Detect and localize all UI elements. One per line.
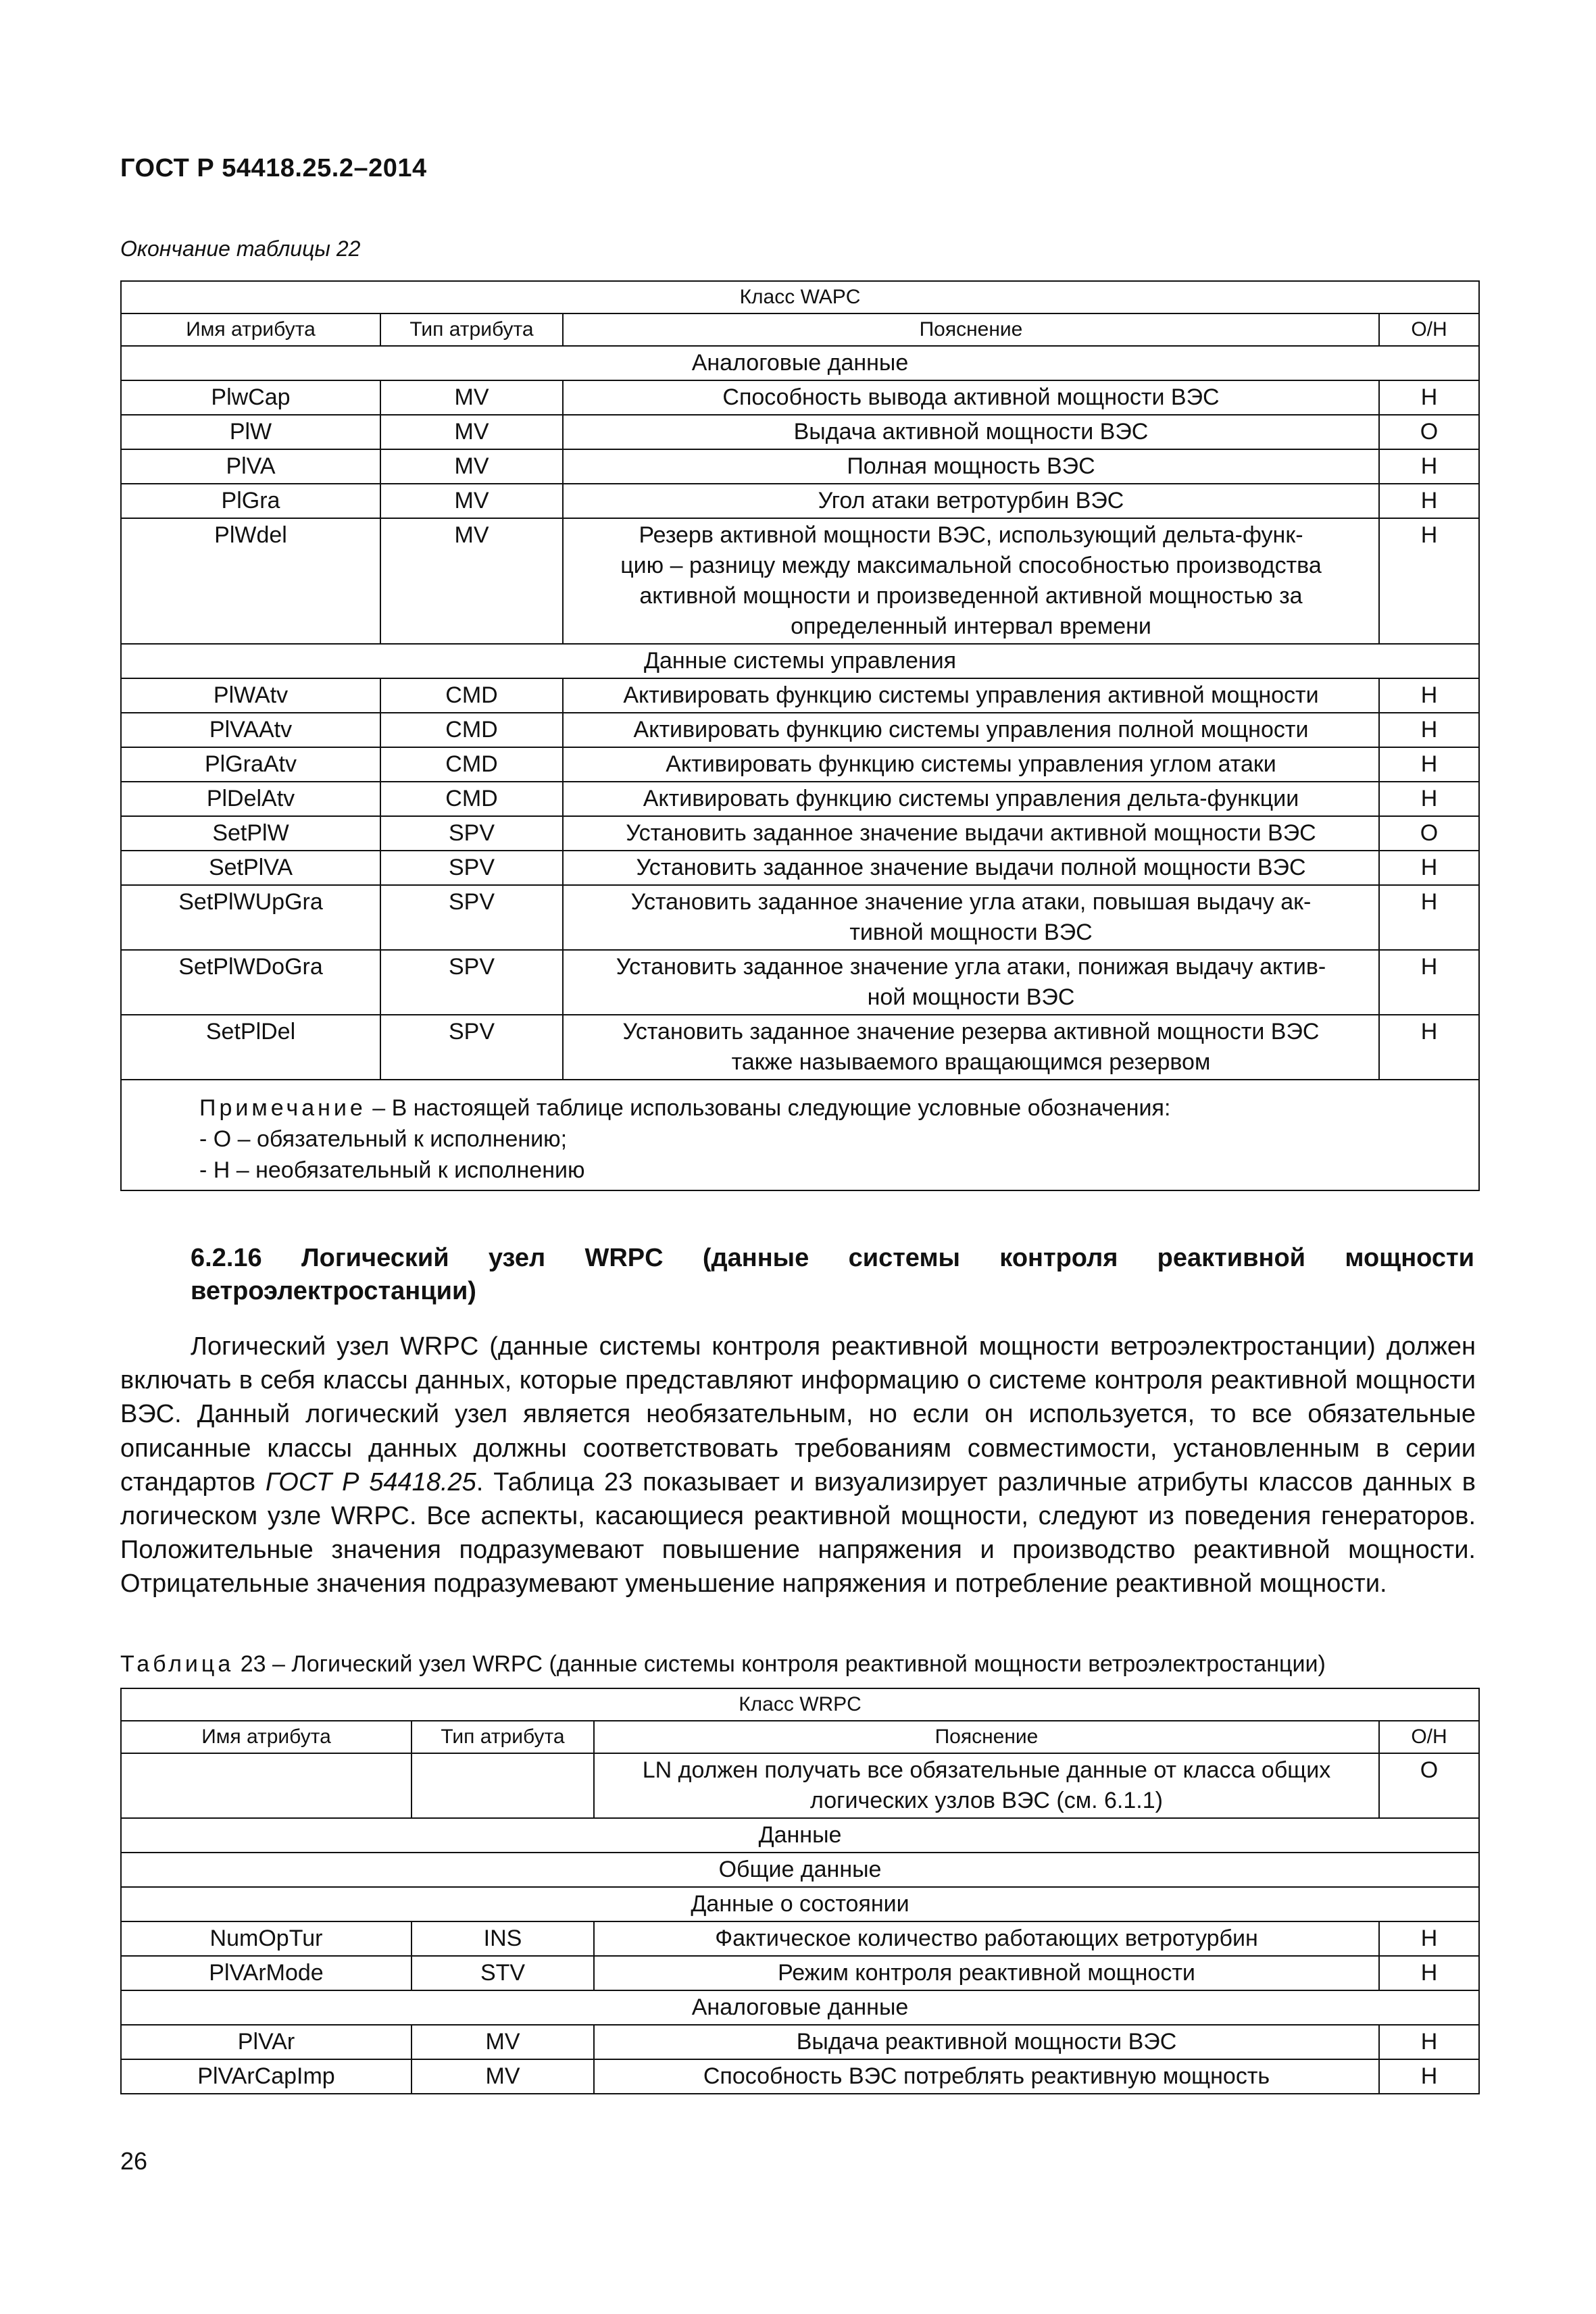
column-header: О/Н (1379, 1721, 1479, 1753)
attr-desc-cell: Полная мощность ВЭС (563, 449, 1379, 484)
attr-type-cell: CMD (380, 782, 563, 816)
attr-mo-cell: Н (1379, 885, 1479, 950)
table-row (121, 415, 1479, 449)
attr-name-cell: PlVAr (121, 2025, 412, 2059)
attr-name-cell: PlWAtv (121, 678, 380, 713)
attr-mo-cell: Н (1379, 1921, 1479, 1956)
attr-mo-cell: Н (1379, 518, 1479, 644)
attr-mo-cell: Н (1379, 782, 1479, 816)
attr-name-cell: PlGra (121, 484, 380, 518)
attr-mo-cell: Н (1379, 678, 1479, 713)
attr-name-cell: PlVArCapImp (121, 2059, 412, 2094)
section-heading: 6.2.16 Логический узел WRPC (данные системы контроля реактивной мощности (191, 1244, 1474, 1272)
table-row (121, 2025, 1479, 2059)
column-header: Имя атрибута (121, 1721, 412, 1753)
table-row (121, 1015, 1479, 1080)
column-header-row (121, 1721, 1479, 1753)
table-row (121, 885, 1479, 950)
column-header: О/Н (1379, 313, 1479, 346)
attr-mo-cell: Н (1379, 851, 1479, 885)
table-row (121, 816, 1479, 851)
attr-desc-cell: Установить заданное значение угла атаки, повышая выдачу ак- тивной мощности ВЭС (563, 885, 1379, 950)
attr-mo-cell: Н (1379, 1956, 1479, 1990)
table-row (121, 1921, 1479, 1956)
attr-mo-cell: О (1379, 415, 1479, 449)
attr-type-cell: CMD (380, 747, 563, 782)
section-row: Аналоговые данные (121, 1990, 1479, 2025)
class-title: Класс WRPC (121, 1688, 1479, 1721)
attr-mo-cell: Н (1379, 2059, 1479, 2094)
attr-mo-cell: Н (1379, 484, 1479, 518)
column-header: Имя атрибута (121, 313, 380, 346)
table-note (121, 1080, 1479, 1190)
section-paragraph (120, 1330, 1476, 1601)
attr-name-cell: PlwCap (121, 380, 380, 415)
group-row: Общие данные (121, 1853, 1479, 1887)
attr-name-cell: NumOpTur (121, 1921, 412, 1956)
attr-desc-cell: Способность вывода активной мощности ВЭС (563, 380, 1379, 415)
attr-desc-cell: Фактическое количество работающих ветротурбин (594, 1921, 1379, 1956)
attr-desc-cell: Активировать функцию системы управления полной мощности (563, 713, 1379, 747)
attr-desc-cell: Резерв активной мощности ВЭС, использующий дельта-функ- цию – разницу между максимальной способностью производства активной мощности и произведенной активной мощностью за определенный интервал времени (563, 518, 1379, 644)
column-header: Тип атрибута (380, 313, 563, 346)
attr-name-cell: PlVAAtv (121, 713, 380, 747)
attr-name-cell: SetPlW (121, 816, 380, 851)
table-row (121, 851, 1479, 885)
section-row: Данные системы управления (121, 644, 1479, 678)
attr-desc-cell: Установить заданное значение резерва активной мощности ВЭС также называемого вращающимся резервом (563, 1015, 1379, 1080)
attr-type-cell: MV (380, 380, 563, 415)
attr-desc-cell: Активировать функцию системы управления дельта-функции (563, 782, 1379, 816)
attr-desc-cell: Способность ВЭС потреблять реактивную мощность (594, 2059, 1379, 2094)
page-number: 26 (120, 2147, 148, 2175)
attr-name-cell: SetPlWUpGra (121, 885, 380, 950)
note-label: Примечание (199, 1095, 366, 1121)
attr-desc-cell: Установить заданное значение выдачи полной мощности ВЭС (563, 851, 1379, 885)
note-line: - Н – необязательный к исполнению (199, 1157, 585, 1183)
table-row (121, 950, 1479, 1015)
document-header: ГОСТ Р 54418.25.2–2014 (120, 154, 427, 182)
attr-type-cell: CMD (380, 678, 563, 713)
attr-desc-cell: Установить заданное значение выдачи активной мощности ВЭС (563, 816, 1379, 851)
paragraph-text: . Таблица 23 показывает и визуализирует различные атрибуты классов данных в логическом узле WRPC. Все аспекты, касающиеся реактивной мощности, следуют из поведения генераторов. Положительные значения подразумевают повышение напряжения и производство реактивной мощности. Отрицательные значения подразумевают уменьшение напряжения и потребление реактивной мощности. (120, 1467, 1476, 1599)
attr-type-cell: MV (412, 2059, 594, 2094)
attr-type-cell: CMD (380, 713, 563, 747)
attr-type-cell: MV (380, 415, 563, 449)
table-row (121, 449, 1479, 484)
attr-mo-cell: Н (1379, 1015, 1479, 1080)
attr-mo-cell: Н (1379, 950, 1479, 1015)
class-title: Класс WAPC (121, 281, 1479, 313)
column-header: Пояснение (563, 313, 1379, 346)
table-row (121, 380, 1479, 415)
attr-type-cell: MV (412, 2025, 594, 2059)
attr-name-cell: PlVA (121, 449, 380, 484)
attr-desc-cell: Угол атаки ветротурбин ВЭС (563, 484, 1379, 518)
attr-type-cell: SPV (380, 885, 563, 950)
table-22 (120, 280, 1480, 1191)
attr-type-cell: SPV (380, 1015, 563, 1080)
group-row: Данные (121, 1818, 1479, 1853)
table-row (121, 1956, 1479, 1990)
attr-type-cell (412, 1753, 594, 1818)
attr-type-cell: MV (380, 518, 563, 644)
attr-name-cell: SetPlVA (121, 851, 380, 885)
attr-mo-cell: Н (1379, 2025, 1479, 2059)
attr-mo-cell: О (1379, 1753, 1479, 1818)
attr-type-cell: SPV (380, 816, 563, 851)
section-row: Данные о состоянии (121, 1887, 1479, 1921)
table-23-caption (120, 1651, 1326, 1678)
table-row (121, 713, 1479, 747)
attr-type-cell: MV (380, 484, 563, 518)
note-intro: – В настоящей таблице использованы следующие условные обозначения: (366, 1095, 1171, 1121)
attr-name-cell (121, 1753, 412, 1818)
attr-type-cell: MV (380, 449, 563, 484)
table-caption-label: Таблица (120, 1651, 234, 1677)
attr-name-cell: PlGraAtv (121, 747, 380, 782)
table-row (121, 1753, 1479, 1818)
column-header-row (121, 313, 1479, 346)
attr-desc-cell: Активировать функцию системы управления активной мощности (563, 678, 1379, 713)
column-header: Пояснение (594, 1721, 1379, 1753)
standard-reference: ГОСТ Р 54418.25 (265, 1467, 476, 1496)
attr-name-cell: PlVArMode (121, 1956, 412, 1990)
attr-mo-cell: Н (1379, 380, 1479, 415)
attr-type-cell: INS (412, 1921, 594, 1956)
table-caption-text: 23 – Логический узел WRPC (данные системы контроля реактивной мощности ветроэлектростанции) (234, 1651, 1326, 1677)
attr-desc-cell: Режим контроля реактивной мощности (594, 1956, 1379, 1990)
attr-name-cell: PlDelAtv (121, 782, 380, 816)
table-22-continuation-caption: Окончание таблицы 22 (120, 236, 361, 261)
table-row (121, 484, 1479, 518)
table-row (121, 2059, 1479, 2094)
table-row (121, 782, 1479, 816)
paragraph-text: Логический узел WRPC (данные системы контроля реактивной мощности ветроэлектростанции) должен включать в себя классы данных, которые представляют информацию о системе контроля реактивной мощности ВЭС. Данный логический узел является необязательным, но если он используется, то все обязательные описанные классы данных должны соответствовать требованиям совместимости, установленным в серии стандартов (120, 1332, 1476, 1496)
attr-desc-cell: Установить заданное значение угла атаки, понижая выдачу актив- ной мощности ВЭС (563, 950, 1379, 1015)
attr-mo-cell: О (1379, 816, 1479, 851)
attr-desc-cell: Активировать функцию системы управления углом атаки (563, 747, 1379, 782)
table-23 (120, 1688, 1480, 2094)
attr-desc-cell: Выдача реактивной мощности ВЭС (594, 2025, 1379, 2059)
attr-desc-cell: LN должен получать все обязательные данные от класса общих логических узлов ВЭС (см. 6.1.1) (594, 1753, 1379, 1818)
attr-type-cell: STV (412, 1956, 594, 1990)
attr-mo-cell: Н (1379, 713, 1479, 747)
attr-type-cell: SPV (380, 950, 563, 1015)
attr-mo-cell: Н (1379, 747, 1479, 782)
column-header: Тип атрибута (412, 1721, 594, 1753)
attr-type-cell: SPV (380, 851, 563, 885)
note-line: - О – обязательный к исполнению; (199, 1126, 568, 1152)
attr-name-cell: SetPlWDoGra (121, 950, 380, 1015)
attr-desc-cell: Выдача активной мощности ВЭС (563, 415, 1379, 449)
table-row (121, 747, 1479, 782)
attr-name-cell: PlW (121, 415, 380, 449)
attr-mo-cell: Н (1379, 449, 1479, 484)
section-heading-continuation: ветроэлектростанции) (191, 1277, 476, 1305)
attr-name-cell: PlWdel (121, 518, 380, 644)
table-row (121, 518, 1479, 644)
section-row: Аналоговые данные (121, 346, 1479, 380)
table-row (121, 678, 1479, 713)
attr-name-cell: SetPlDel (121, 1015, 380, 1080)
